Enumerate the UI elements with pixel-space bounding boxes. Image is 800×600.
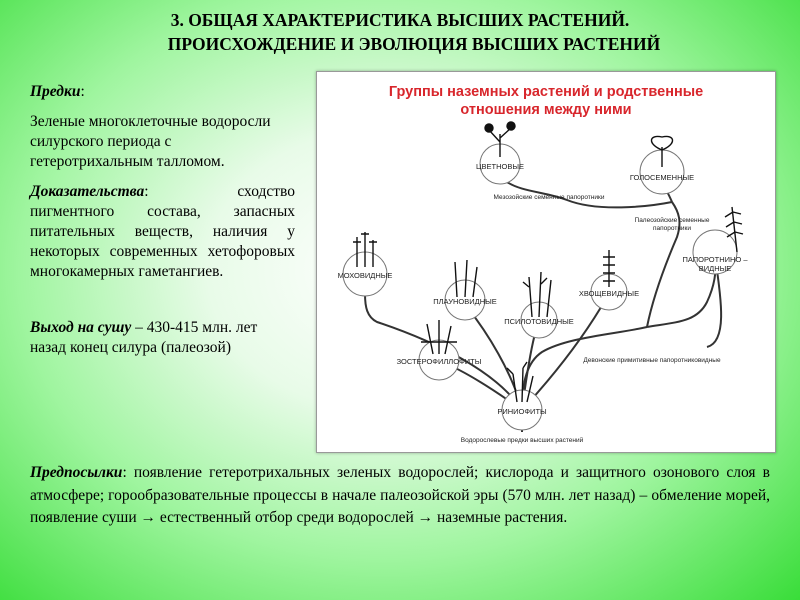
figure-title-line-2: отношения между ними: [460, 102, 632, 118]
bottom-paragraph: [30, 462, 770, 530]
prerequisites-heading: Предпосылки: [30, 464, 123, 481]
left-column: [30, 82, 295, 358]
land-paragraph: [30, 318, 295, 358]
slide-title: [0, 8, 800, 56]
evidence-paragraph: [30, 182, 295, 282]
evolution-diagram: [316, 71, 776, 453]
horsetail-icon: [603, 250, 615, 287]
ancestors-colon: :: [80, 83, 85, 100]
label-horsetails: ХВОЩЕВИДНЫЕ: [578, 289, 640, 298]
label-paleozoic-2: папоротники: [652, 225, 692, 232]
title-line-1: 3. ОБЩАЯ ХАРАКТЕРИСТИКА ВЫСШИХ РАСТЕНИЙ.: [170, 10, 630, 30]
land-text: – 430-415 млн. лет назад конец силура (палеозой): [30, 319, 258, 356]
label-mesozoic: Мезозойские семенные папоротники: [493, 194, 605, 201]
branch-to-devonian: [522, 327, 647, 410]
ancestors-heading: Предки: [30, 83, 81, 100]
label-ferns-1: ПАПОРОТНИНО –: [682, 255, 748, 264]
evidence-heading: Доказательства: [30, 183, 145, 200]
figure-title-line-1: Группы наземных растений и родственные: [388, 84, 704, 100]
land-heading: Выход на сушу: [30, 319, 132, 336]
moss-icon: [353, 232, 377, 267]
prerequisites-paragraph: [30, 462, 770, 530]
label-algal-ancestors: Водорослевые предки высших растений: [460, 437, 584, 444]
label-mosses: МОХОВИДНЫЕ: [337, 271, 393, 280]
evolution-branches: [365, 164, 721, 432]
label-flowering: ЦВЕТНОВЫЕ: [475, 162, 525, 171]
label-ferns-2: ВИДНЫЕ: [698, 264, 732, 273]
label-zosterophylls: ЗОСТЕРОФИЛЛОФИТЫ: [396, 357, 482, 366]
label-psilotes: ПСИЛОТОВИДНЫЕ: [504, 317, 574, 326]
ancestors-heading-line: [30, 82, 295, 102]
label-devonian: Девонские примитивные папоротниковидные: [583, 357, 721, 364]
flower-head-icon: [507, 122, 515, 130]
diagram-svg: [317, 72, 775, 452]
title-line-2: ПРОИСХОЖДЕНИЕ И ЭВОЛЮЦИЯ ВЫСШИХ РАСТЕНИЙ: [167, 34, 661, 54]
label-lycopods: ПЛАУНОВИДНЫЕ: [433, 297, 497, 306]
label-gymnosperms: ГОЛОСЕМЕННЫЕ: [629, 173, 695, 182]
prerequisites-text: : появление гетеротрихальных зеленых водорослей; кислорода и защитного озонового слоя в атмосфере; горообразовательные процессы в начале палеозойской эры (570 млн. лет назад) – обмеление морей, появление суши → естественный отбор среди водорослей → наземные растения.: [30, 464, 770, 526]
label-paleozoic-1: Палеозойские семенные: [634, 217, 710, 224]
evidence-text: : сходство пигментного состава, запасных питательных веществ, наличия у некоторых современных хетофоровых многокамерных гаметангиев.: [30, 183, 295, 280]
flower-head-icon: [485, 124, 493, 132]
ancestors-text: Зеленые многоклеточные водоросли силурского периода с гетеротрихальным талломом.: [30, 113, 271, 170]
label-rhyniophytes: РИНИОФИТЫ: [497, 407, 547, 416]
